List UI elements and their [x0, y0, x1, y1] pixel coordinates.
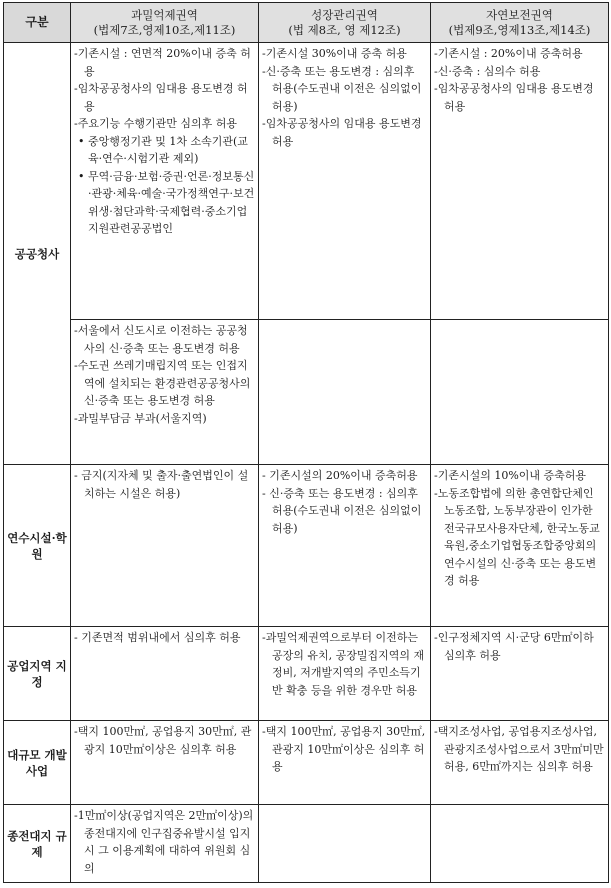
list-item: -임차공공청사의 임대용 용도변경 허용 [262, 117, 422, 148]
header-col-3-name: 자연보전권역 [486, 7, 553, 22]
cell-training-c2 [259, 465, 431, 627]
list-item: -1만㎡이상(공업지역은 2만㎡이상)의 종전대지에 인구집중유발시설 입지시 그 이용계획에 대하여 위원회 심의 [74, 809, 254, 875]
cell-public-office-c2 [259, 43, 431, 320]
list-item: -인구정체지역 시·군당 6만㎡이하 심의후 허용 [434, 631, 594, 662]
cell-industrial-c2 [259, 627, 431, 721]
header-col-3-law: (법제9조,영제13조,제14조) [448, 22, 591, 37]
list-item: -서울에서 신도시로 이전하는 공공청사의 신·증축 또는 용도변경 허용 [74, 324, 248, 355]
list-item: -택지 100만㎡, 공업용지 30만㎡, 관광지 10만㎡이상은 심의후 허용 [74, 725, 252, 756]
list-item: -기존시설 : 20%이내 증축허용 [434, 47, 583, 60]
list-item: - 신·증축 또는 용도변경 : 심의후 허용(수도권내 이전은 심의없이 허용) [262, 486, 422, 535]
list-item: -신·증축 : 심의수 허용 [434, 64, 541, 78]
cell-large-dev-c3 [431, 721, 609, 805]
list-item: -임차공공청사의 임대용 용도변경 허용 [74, 82, 248, 113]
list-item: -택지조성사업, 공업용지조성사업, 관광지조성사업으로서 3만㎡미만 허용, 6만㎡까지는 심의후 허용 [434, 725, 604, 773]
list-item: -신·증축 또는 용도변경 : 심의후 허용(수도권내 이전은 심의없이 허용) [262, 64, 422, 113]
cell-training-c1 [71, 465, 259, 627]
list-item: -수도권 쓰레기매립지역 또는 인접지역에 설치되는 환경관련공공청사의 신·증축 또는 용도변경 허용 [74, 359, 251, 407]
row-category-training: 연수시설·학원 [4, 465, 71, 627]
list-item: -노동조합법에 의한 총연합단체인 노동조합, 노동부장관이 인가한 전국규모사용자단체, 한국노동교육원,중소기업협동조합중앙회의 연수시설의 신·증축 또는 용도변경 허용 [434, 486, 600, 587]
list-item: -기존시설의 10%이내 증축허용 [434, 469, 587, 482]
list-item: - 기존면적 범위내에서 심의후 허용 [74, 631, 241, 644]
cell-large-dev-c2 [259, 721, 431, 805]
table-row-industrial [4, 627, 609, 721]
list-item: - 기존시설의 20%이내 증축허용 [262, 469, 418, 482]
table-row-public-office-2 [4, 320, 609, 465]
cell-former-site-c1 [71, 805, 259, 883]
cell-public-office-c1 [71, 43, 259, 320]
cell-public-office-c3 [431, 43, 609, 320]
table-row-large-dev [4, 721, 609, 805]
cell-public-office-2-c1 [71, 320, 259, 465]
row-category-industrial: 공업지역 지정 [4, 627, 71, 721]
header-col-2-name: 성장관리권역 [311, 7, 378, 22]
table-row-former-site [4, 805, 609, 883]
header-row [4, 3, 609, 43]
cell-public-office-2-c2 [259, 320, 431, 465]
list-item: -택지 100만㎡, 공업용지 30만㎡, 관광지 10만㎡이상은 심의후 허용 [262, 725, 426, 773]
cell-industrial-c3 [431, 627, 609, 721]
cell-industrial-c1 [71, 627, 259, 721]
row-category-large-dev: 대규모 개발사업 [4, 721, 71, 805]
list-item: • 무역·금융·보험·증권·언론·정보통신·관광·체육·예술·국가정책연구·보건위생·첨단과학·국제협력·중소기업지원관련공공법인 [78, 169, 255, 235]
cell-large-dev-c1 [71, 721, 259, 805]
row-category-public-office: 공공청사 [4, 43, 71, 465]
row-category-former-site: 종전대지 규제 [4, 805, 71, 883]
list-item: -과밀부담금 부과(서울지역) [74, 411, 207, 425]
header-col-1-name: 과밀억제권역 [131, 7, 198, 22]
cell-former-site-c3 [431, 805, 609, 883]
list-item: -기존시설 : 연면적 20%이내 증축 허용 [74, 47, 251, 78]
regulation-table [3, 2, 609, 883]
cell-public-office-2-c3 [431, 320, 609, 465]
header-col-2-law: (법 제8조, 영 제12조) [288, 22, 401, 37]
list-item: • 중앙행정기관 및 1차 소속기관(교육·연수·시험기관 제외) [78, 134, 248, 165]
list-item: - 금지(지자체 및 출자·출연법인이 설치하는 시설은 허용) [74, 469, 249, 500]
list-item: -주요기능 수행기관만 심의후 허용 [74, 117, 237, 130]
header-col-3 [431, 3, 609, 43]
table-row-training [4, 465, 609, 627]
list-item: -과밀억제권역으로부터 이전하는 공장의 유치, 공장밀집지역의 재정비, 저개발지역의 주민소득기반 확충 등을 위한 경우만 허용 [262, 631, 425, 697]
list-item: -기존시설 30%이내 증축 허용 [262, 47, 407, 60]
header-col-1 [71, 3, 259, 43]
header-col-1-law: (법제7조,영제10조,제11조) [93, 22, 236, 37]
cell-training-c3 [431, 465, 609, 627]
list-item: -임차공공청사의 임대용 용도변경 허용 [434, 82, 594, 113]
header-category: 구분 [4, 3, 71, 43]
header-col-2 [259, 3, 431, 43]
cell-former-site-c2 [259, 805, 431, 883]
table-row-public-office [4, 43, 609, 320]
